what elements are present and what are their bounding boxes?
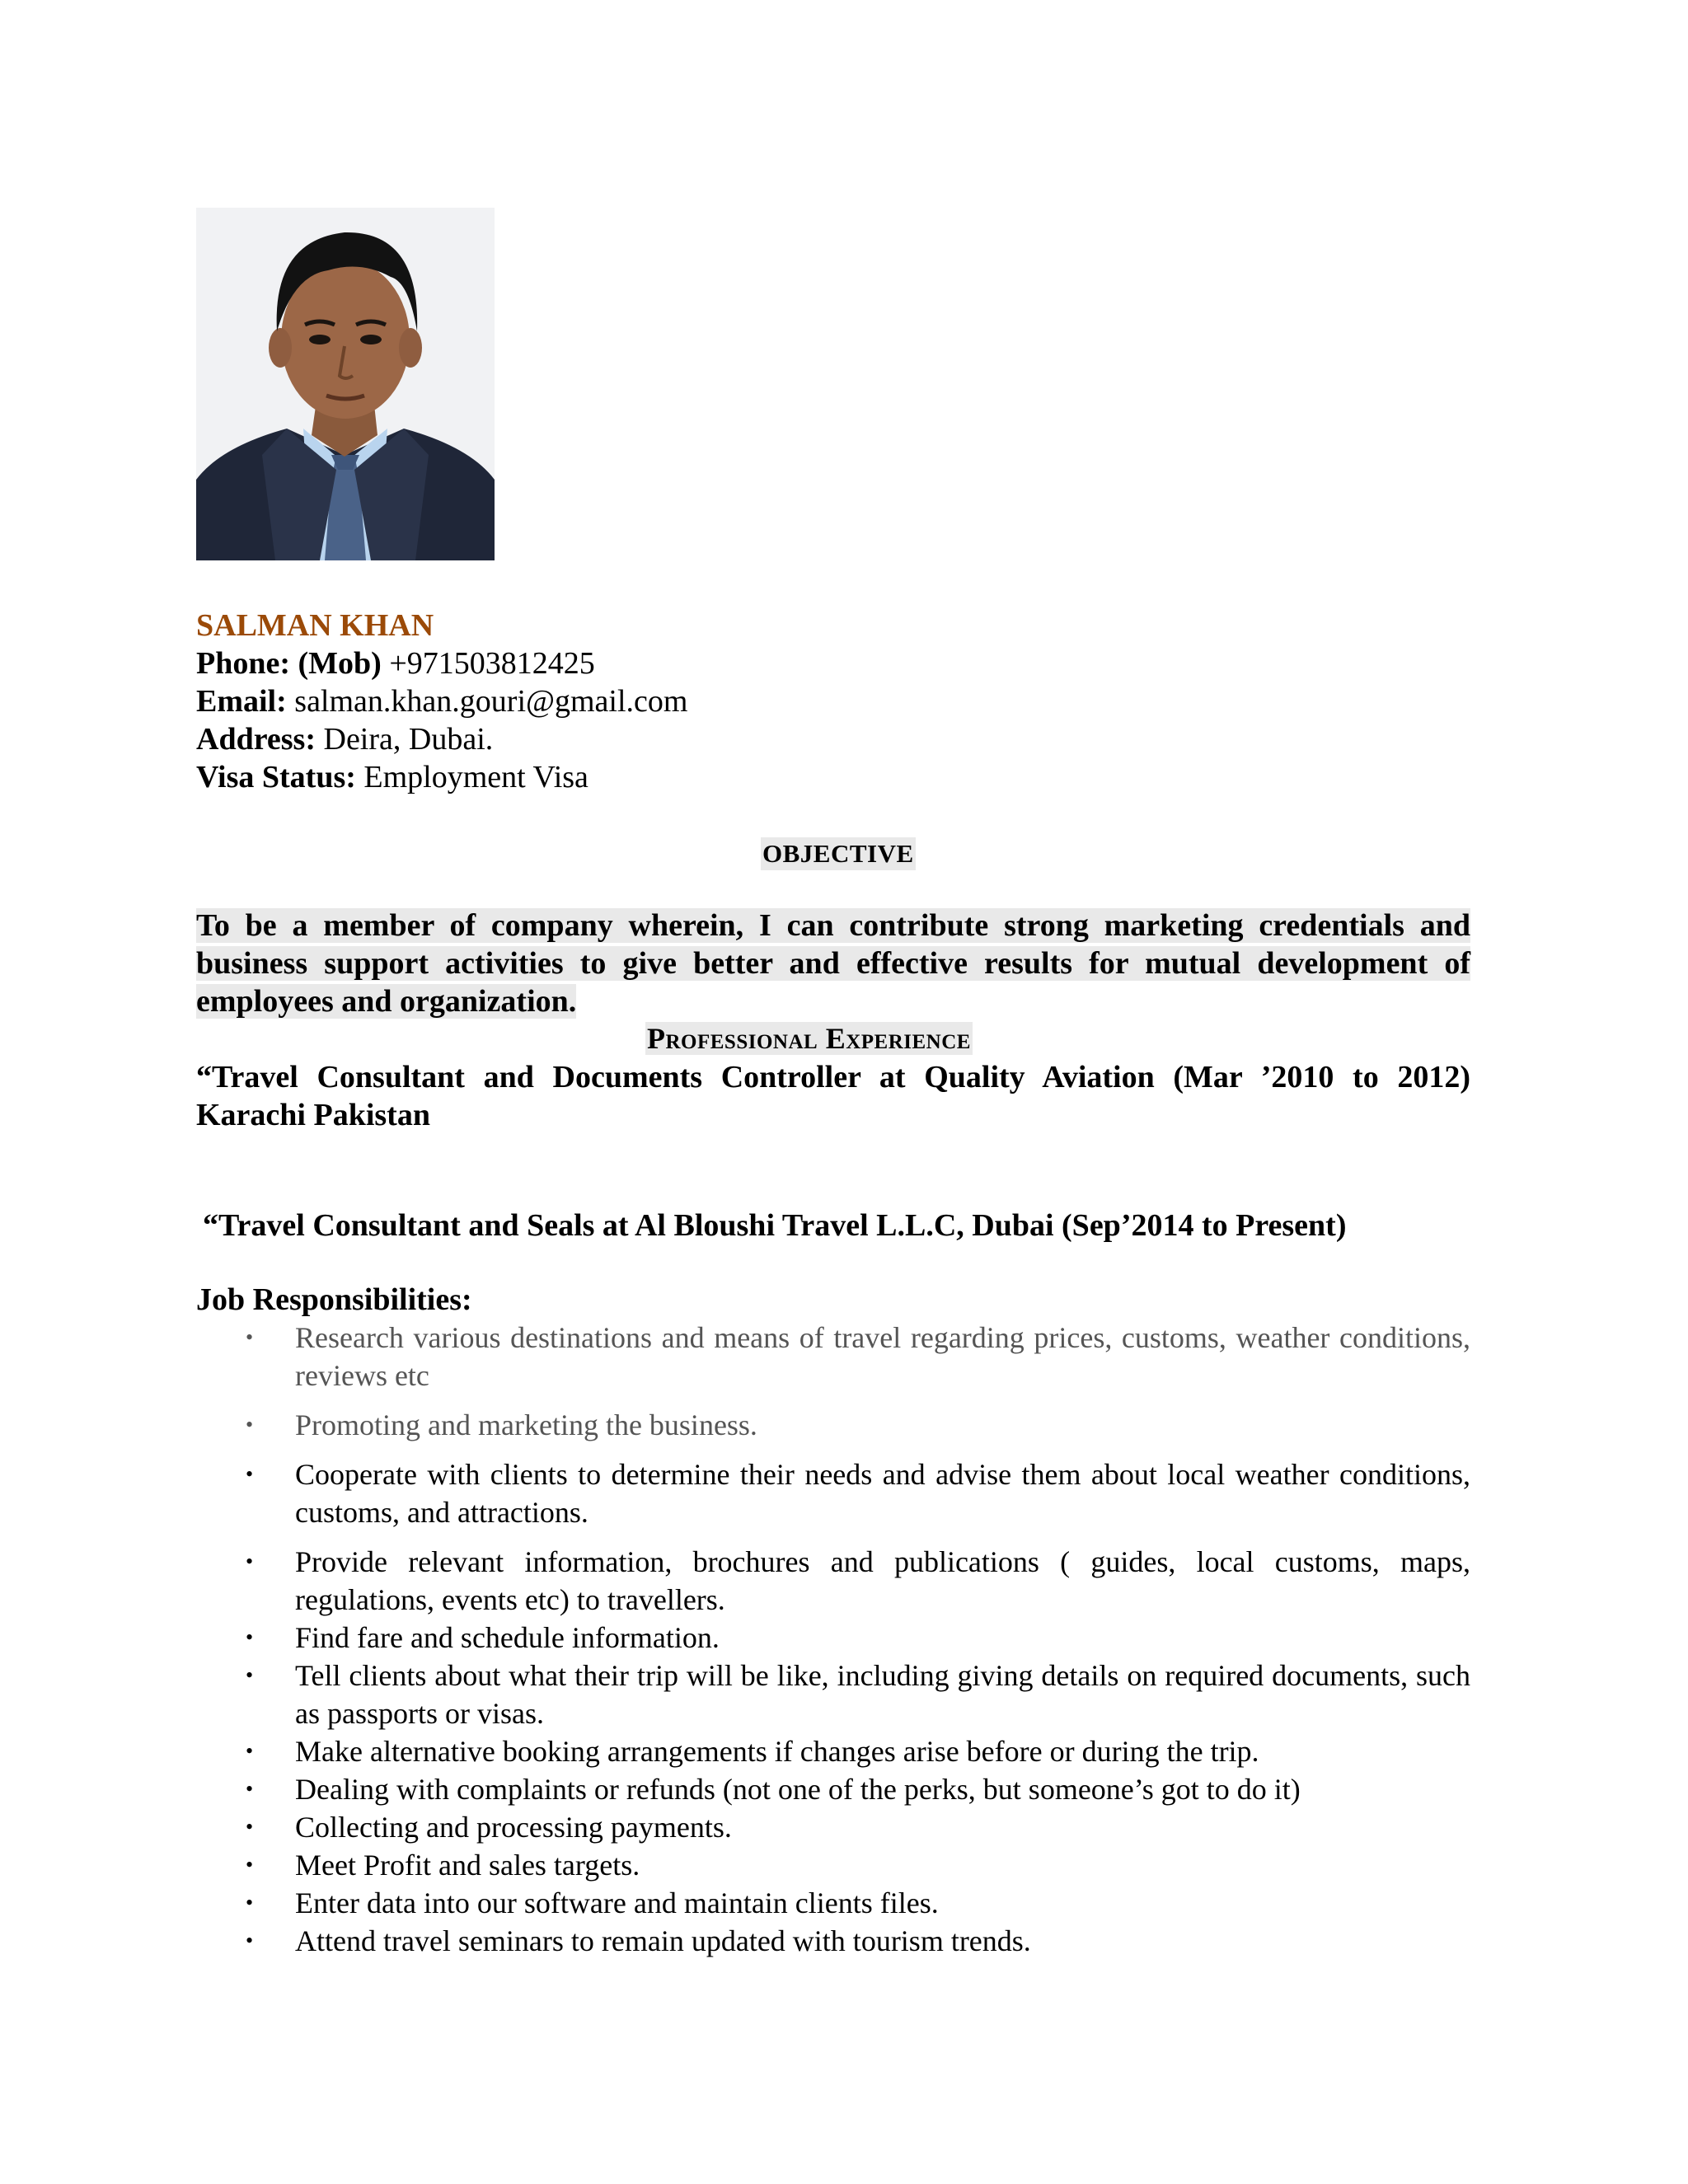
list-item: • Tell clients about what their trip will be like, including giving details on required documents, such as passports or visas. bbox=[196, 1657, 1470, 1732]
job-responsibilities-title: Job Responsibilities: bbox=[196, 1282, 472, 1317]
profile-photo bbox=[196, 208, 495, 560]
phone-label: Phone: (Mob) bbox=[196, 646, 382, 681]
list-item: • Promoting and marketing the business. bbox=[196, 1406, 1470, 1444]
objective-text bbox=[196, 907, 1470, 1020]
experience-entry-2-title: “Travel Consultant and Seals at Al Bloushi Travel L.L.C, Dubai (Sep’2014 to Present) bbox=[203, 1208, 1347, 1243]
address-value: Deira, Dubai. bbox=[323, 722, 494, 757]
bullet-icon: • bbox=[246, 1815, 254, 1839]
bullet-icon: • bbox=[246, 1663, 254, 1687]
visa-value: Employment Visa bbox=[363, 760, 588, 794]
experience-entry-1-location: Karachi Pakistan bbox=[196, 1098, 430, 1132]
bullet-icon: • bbox=[246, 1325, 254, 1349]
email-value: salman.khan.gouri@gmail.com bbox=[294, 684, 688, 719]
profile-photo-illustration bbox=[196, 208, 495, 560]
bullet-icon: • bbox=[246, 1853, 254, 1877]
candidate-name: SALMAN KHAN bbox=[196, 608, 434, 643]
list-item: • Find fare and schedule information. bbox=[196, 1619, 1470, 1657]
objective-heading: OBJECTIVE bbox=[761, 837, 916, 870]
list-item: • Attend travel seminars to remain updated with tourism trends. bbox=[196, 1922, 1470, 1960]
experience-entry-1-title: “Travel Consultant and Documents Controller at Quality Aviation (Mar ’2010 to 2012) bbox=[196, 1060, 1470, 1094]
list-item: • Enter data into our software and maintain clients files. bbox=[196, 1884, 1470, 1922]
list-item: • Research various destinations and means of travel regarding prices, customs, weather conditions, reviews etc bbox=[196, 1319, 1470, 1394]
address-label: Address: bbox=[196, 722, 316, 757]
objective-text-highlighted: To be a member of company wherein, I can contribute strong marketing credentials and business support activities to give better and effective results for mutual development of employees and organization. bbox=[196, 908, 1470, 1019]
email-label: Email: bbox=[196, 684, 287, 719]
list-item: • Cooperate with clients to determine their needs and advise them about local weather conditions, customs, and attractions. bbox=[196, 1455, 1470, 1531]
bullet-icon: • bbox=[246, 1549, 254, 1573]
phone-line bbox=[196, 644, 687, 682]
bullet-icon: • bbox=[246, 1625, 254, 1649]
list-item: • Make alternative booking arrangements if changes arise before or during the trip. bbox=[196, 1732, 1470, 1770]
email-line bbox=[196, 682, 687, 720]
visa-label: Visa Status: bbox=[196, 760, 356, 794]
bullet-icon: • bbox=[246, 1739, 254, 1763]
list-item: • Dealing with complaints or refunds (not one of the perks, but someone’s got to do it) bbox=[196, 1770, 1470, 1808]
bullet-icon: • bbox=[246, 1413, 254, 1436]
bullet-icon: • bbox=[246, 1929, 254, 1952]
bullet-icon: • bbox=[246, 1891, 254, 1915]
phone-value: +971503812425 bbox=[389, 646, 595, 681]
list-item: • Meet Profit and sales targets. bbox=[196, 1846, 1470, 1884]
responsibilities-list bbox=[196, 1319, 1470, 1960]
contact-block bbox=[196, 607, 687, 796]
bullet-icon: • bbox=[246, 1462, 254, 1486]
visa-line bbox=[196, 758, 687, 796]
experience-heading: Professional Experience bbox=[647, 1022, 971, 1055]
list-item: • Collecting and processing payments. bbox=[196, 1808, 1470, 1846]
bullet-icon: • bbox=[246, 1777, 254, 1801]
list-item: • Provide relevant information, brochures and publications ( guides, local customs, maps, regulations, events etc) to travellers. bbox=[196, 1543, 1470, 1619]
address-line bbox=[196, 720, 687, 758]
